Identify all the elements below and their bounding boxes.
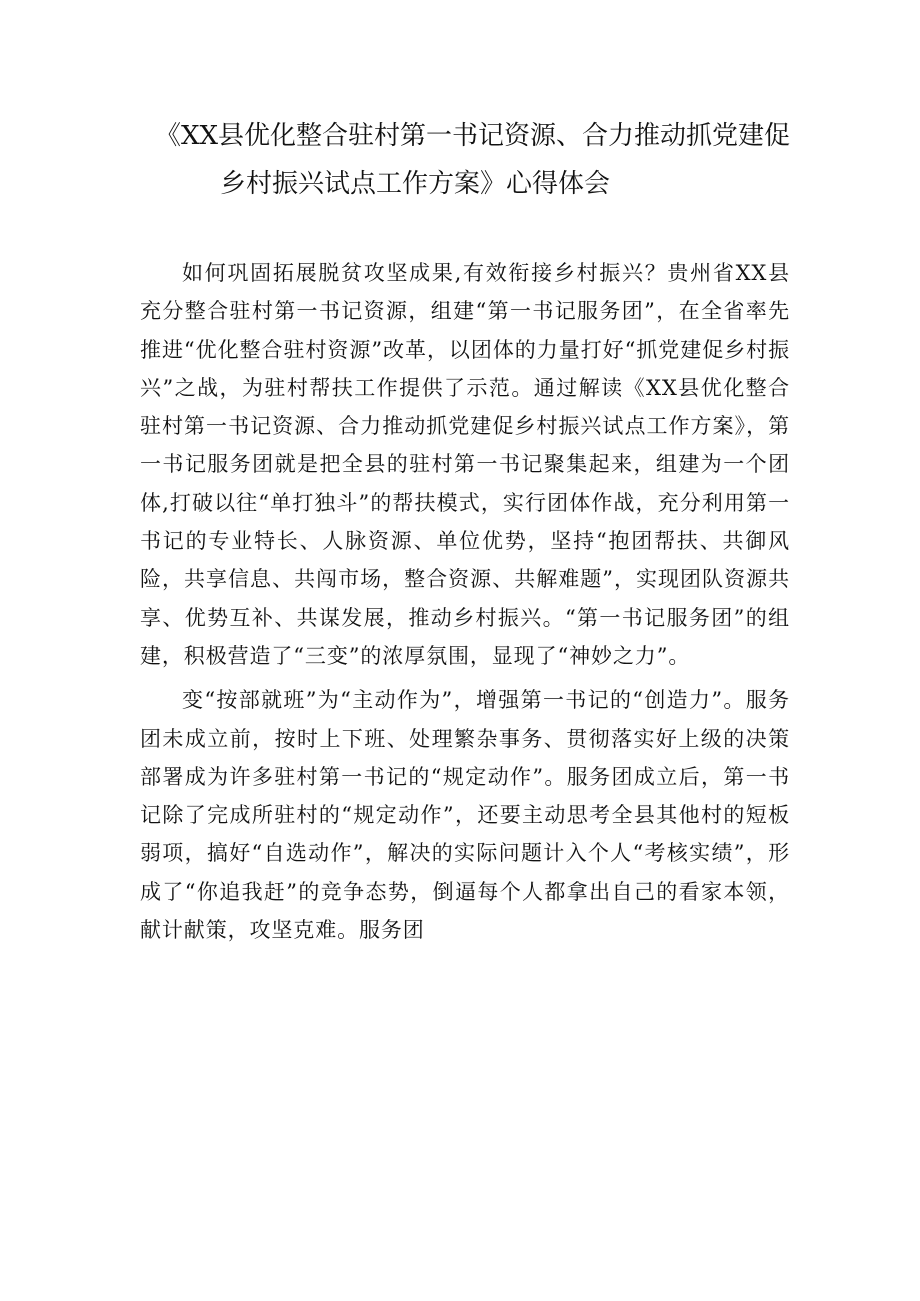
paragraph-2: 变“按部就班”为“主动作为”，增强第一书记的“创造力”。服务团未成立前，按时上下班、处理繁杂事务、贯彻落实好上级的决策部署成为许多驻村第一书记的“规定动作”。服务团成立后，第一书记除了完成所驻村的“规定动作”，还要主动思考全县其他村的短板弱项，搞好“自选动作”，解决的实际问题计入个人“考核实绩”，形成了“你追我赶”的竞争态势，倒逼每个人都拿出自己的看家本领，献计献策，攻坚克难。服务团 [140,688,790,943]
document-title [138,112,818,208]
document-body [140,254,790,949]
title-line-1: 《XX县优化整合驻村第一书记资源、合力推动抓党建促 [155,121,791,151]
title-line-2: 乡村振兴试点工作方案》心得体会 [220,169,611,199]
paragraph-1: 如何巩固拓展脱贫攻坚成果,有效衔接乡村振兴？贵州省XX县充分整合驻村第一书记资源，组建“第一书记服务团”，在全省率先推进“优化整合驻村资源”改革，以团体的力量打好“抓党建促乡村振兴”之战，为驻村帮扶工作提供了示范。通过解读《XX县优化整合驻村第一书记资源、合力推动抓党建促乡村振兴试点工作方案》，第一书记服务团就是把全县的驻村第一书记聚集起来，组建为一个团体,打破以往“单打独斗”的帮扶模式，实行团体作战，充分利用第一书记的专业特长、人脉资源、单位优势，坚持“抱团帮扶、共御风险，共享信息、共闯市场，整合资源、共解难题”，实现团队资源共享、优势互补、共谋发展，推动乡村振兴。“第一书记服务团”的组建，积极营造了“三变”的浓厚氛围，显现了“神妙之力”。 [140,261,790,668]
